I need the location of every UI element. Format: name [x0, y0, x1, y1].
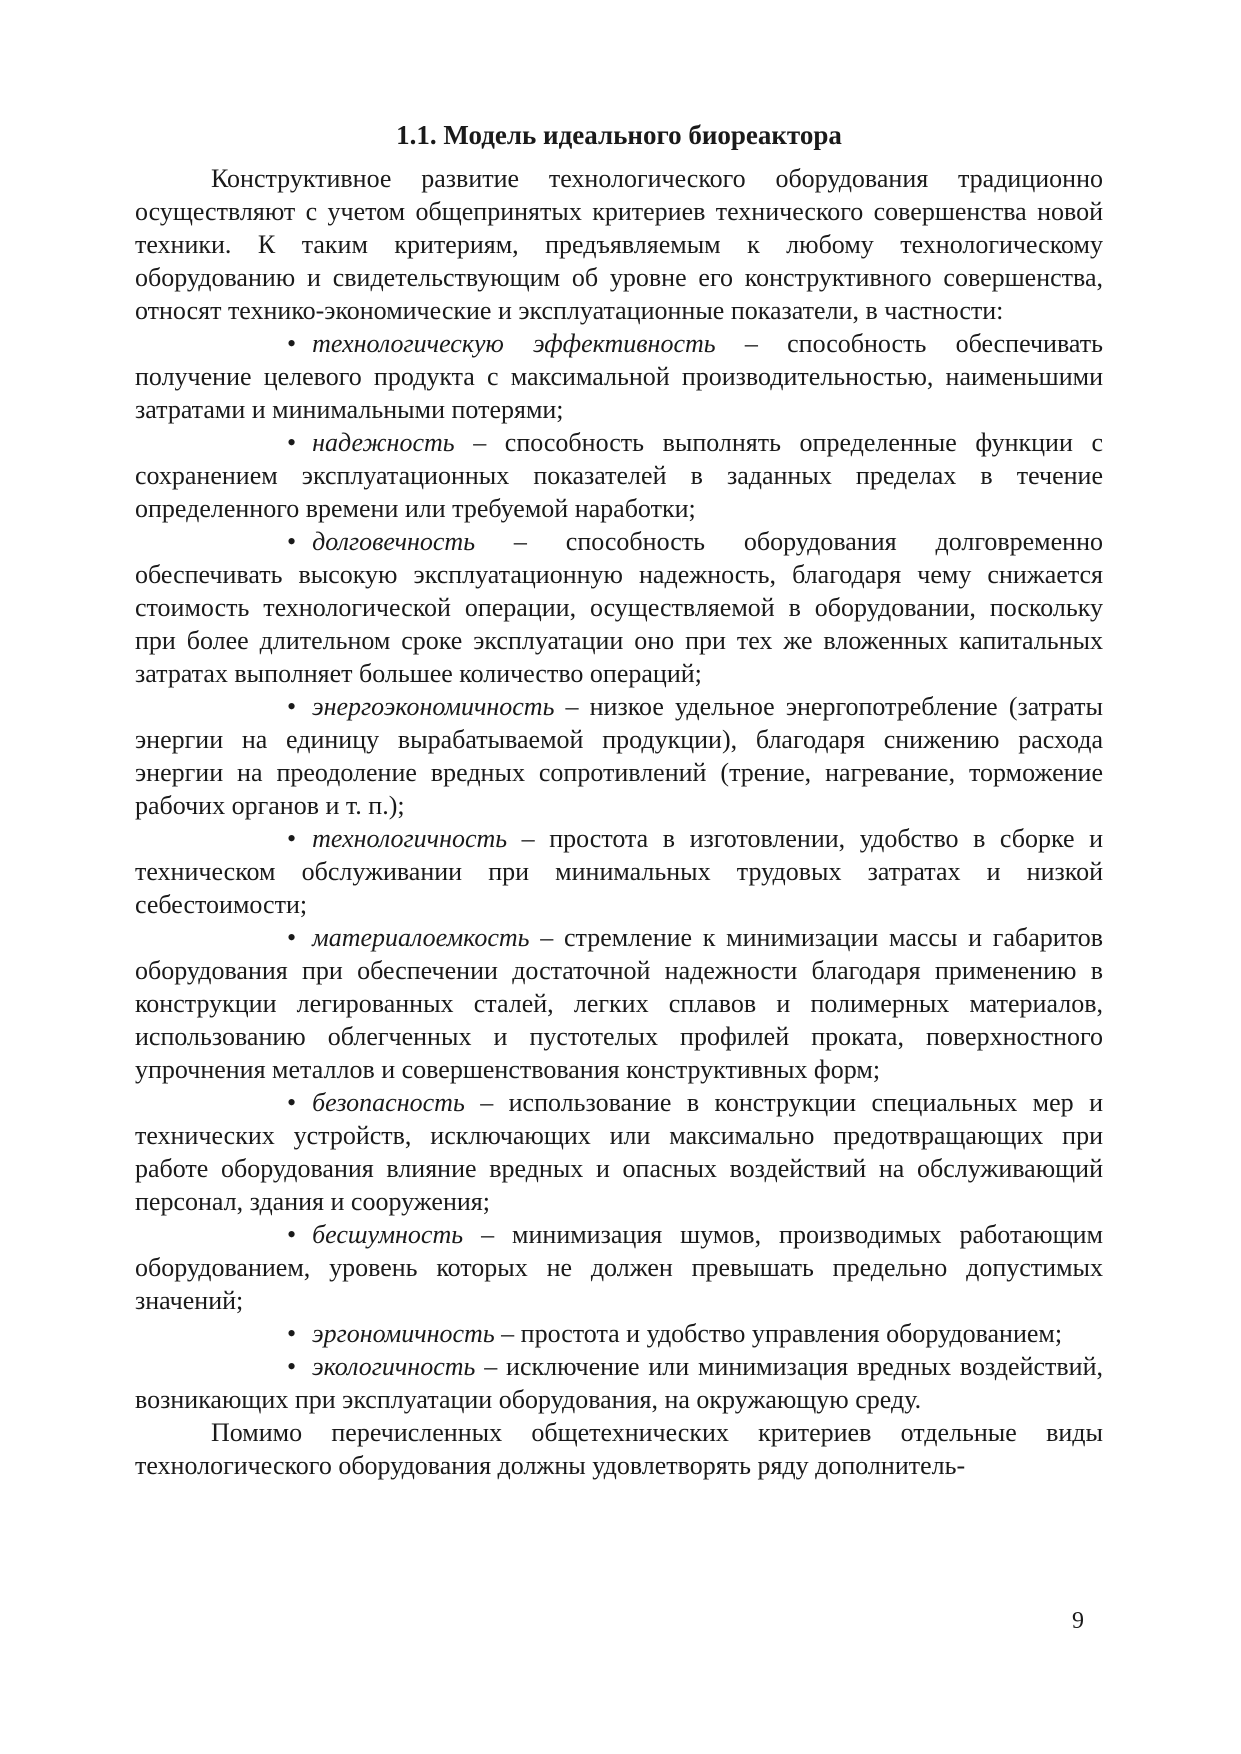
- list-item: [135, 921, 1103, 1086]
- bullet-icon: •: [287, 824, 297, 853]
- criterion-term: долговечность: [312, 527, 476, 556]
- list-item: [135, 1086, 1103, 1218]
- list-item: [135, 690, 1103, 822]
- bullet-icon: •: [287, 692, 297, 721]
- intro-paragraph: Конструктивное развитие технологического оборудования традиционно осуществляют с учетом общепринятых критериев технического совершенства новой техники. К таким критериям, предъявляемым к любому технологическому оборудованию и свидетельствующим об уровне его конструктивного совершенства, относят технико-экономические и эксплуатационные показатели, в частности:: [135, 164, 1103, 325]
- criterion-term: технологическую эффективность: [312, 329, 716, 358]
- criterion-description: – минимизация шумов, производимых работающим оборудованием, уровень которых не должен превышать предельно допустимых значений;: [135, 1220, 1103, 1315]
- bullet-icon: •: [287, 1220, 297, 1249]
- bullet-icon: •: [287, 329, 297, 358]
- criterion-term: надежность: [312, 428, 455, 457]
- list-item: [135, 1317, 1103, 1350]
- criterion-description: – исключение или минимизация вредных воздействий, возникающих при эксплуатации оборудования, на окружающую среду.: [135, 1352, 1103, 1414]
- list-item: [135, 327, 1103, 426]
- list-item: [135, 822, 1103, 921]
- criterion-term: технологичность: [312, 824, 508, 853]
- criterion-term: бесшумность: [312, 1220, 464, 1249]
- criterion-description: – способность выполнять определенные функции с сохранением эксплуатационных показателей в заданных пределах в течение определенного времени или требуемой наработки;: [135, 428, 1103, 523]
- bullet-icon: •: [287, 1352, 297, 1381]
- criterion-description: – способность обеспечивать получение целевого продукта с максимальной производительностью, наименьшими затратами и минимальными потерями;: [135, 329, 1103, 424]
- bullet-icon: •: [287, 923, 297, 952]
- criterion-description: – стремление к минимизации массы и габаритов оборудования при обеспечении достаточной надежности благодаря применению в конструкции легированных сталей, легких сплавов и полимерных материалов, использованию облегченных и пустотелых профилей проката, поверхностного упрочнения металлов и совершенствования конструктивных форм;: [135, 923, 1103, 1084]
- criterion-description: – способность оборудования долговременно обеспечивать высокую эксплуатационную надежность, благодаря чему снижается стоимость технологической операции, осуществляемой в оборудовании, поскольку при более длительном сроке эксплуатации оно при тех же вложенных капитальных затратах выполняет большее количество операций;: [135, 527, 1103, 688]
- list-item: [135, 1350, 1103, 1416]
- criterion-description: – низкое удельное энергопотребление (затраты энергии на единицу вырабатываемой продукции), благодаря снижению расхода энергии на преодоление вредных сопротивлений (трение, нагревание, торможение рабочих органов и т. п.);: [135, 692, 1103, 820]
- criterion-term: энергоэкономичность: [312, 692, 555, 721]
- criterion-description: – простота в изготовлении, удобство в сборке и техническом обслуживании при минимальных трудовых затратах и низкой себестоимости;: [135, 824, 1103, 919]
- criterion-term: экологичность: [312, 1352, 476, 1381]
- bullet-icon: •: [287, 1319, 297, 1348]
- list-item: [135, 1218, 1103, 1317]
- section-heading: 1.1. Модель идеального биореактора: [396, 120, 842, 150]
- page-number: 9: [1072, 1608, 1084, 1634]
- criterion-term: эргономичность: [312, 1319, 495, 1348]
- bullet-icon: •: [287, 1088, 297, 1117]
- bullet-icon: •: [287, 428, 297, 457]
- criteria-list: [135, 327, 1103, 1416]
- list-item: [135, 426, 1103, 525]
- criterion-term: материалоемкость: [312, 923, 530, 952]
- bullet-icon: •: [287, 527, 297, 556]
- criterion-term: безопасность: [312, 1088, 465, 1117]
- list-item: [135, 525, 1103, 690]
- closing-paragraph: Помимо перечисленных общетехнических критериев отдельные виды технологического оборудования должны удовлетворять ряду дополнитель-: [135, 1418, 1103, 1480]
- criterion-description: – простота и удобство управления оборудованием;: [494, 1319, 1063, 1348]
- criterion-description: – использование в конструкции специальных мер и технических устройств, исключающих или максимально предотвращающих при работе оборудования влияние вредных и опасных воздействий на обслуживающий персонал, здания и сооружения;: [135, 1088, 1103, 1216]
- document-page: [135, 118, 1103, 1482]
